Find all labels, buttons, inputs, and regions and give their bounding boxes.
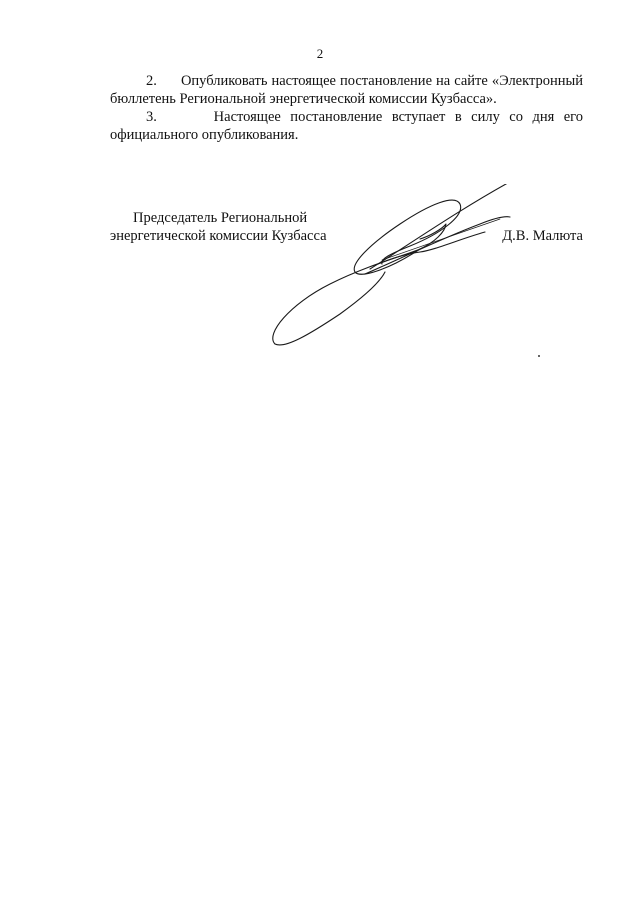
document-body	[110, 72, 583, 144]
paragraph-3	[110, 108, 583, 144]
paragraph-2-number: 2.	[146, 73, 157, 89]
paragraph-2-text: Опубликовать настоящее постановление на сайте «Электронный бюллетень Региональной энергетической комиссии Кузбасса».	[110, 73, 584, 107]
scan-speck	[538, 355, 540, 357]
page-number: 2	[316, 46, 324, 61]
paragraph-3-number: 3.	[146, 109, 157, 125]
signatory-name: Д.В. Малюта	[502, 228, 583, 244]
signature-block	[110, 209, 583, 379]
handwritten-signature	[270, 184, 530, 354]
signatory-position-line1: Председатель Региональной	[133, 210, 308, 226]
signatory-position-line2: энергетической комиссии Кузбасса	[110, 228, 327, 244]
paragraph-3-text: Настоящее постановление вступает в силу со дня его официального опубликования.	[110, 109, 583, 143]
paragraph-2	[110, 72, 583, 108]
